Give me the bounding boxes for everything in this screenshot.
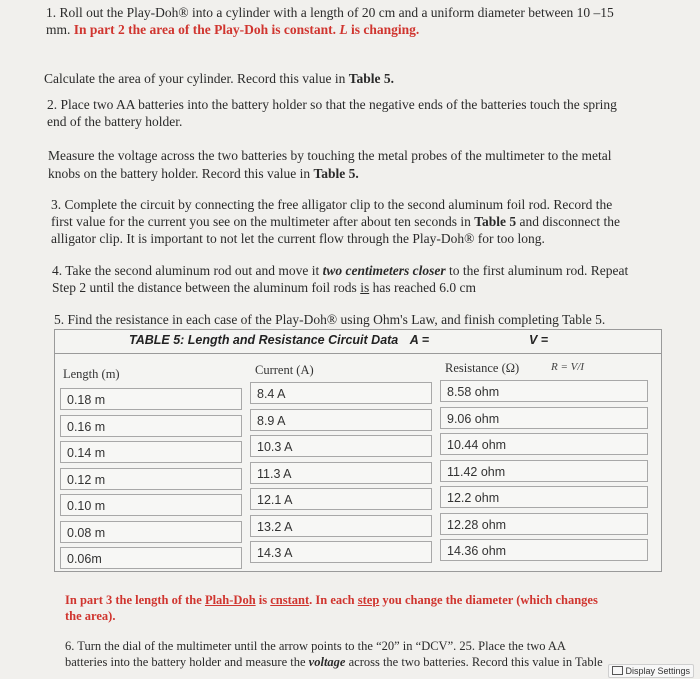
current-cell: 8.9 A [250, 409, 432, 431]
calc-text: Calculate the area of your cylinder. Record this value in [44, 71, 346, 86]
display-icon [612, 666, 623, 675]
resistance-cell: 11.42 ohm [440, 460, 648, 482]
part3-mid: is [258, 593, 268, 607]
step3-ref: Table 5 [474, 214, 517, 229]
length-cell: 0.08 m [60, 521, 242, 543]
current-cell: 8.4 A [250, 382, 432, 404]
resistance-cell: 12.28 ohm [440, 513, 648, 535]
part3-line2: the area). [65, 609, 116, 623]
header-formula: R = V/I [551, 361, 585, 373]
measure2-text: knobs on the battery holder. Record this value in [48, 166, 311, 181]
part3-mid2: . In each [309, 593, 355, 607]
resistance-cell: 12.2 ohm [440, 486, 648, 508]
display-settings-button[interactable] [608, 664, 694, 678]
length-cell: 0.14 m [60, 441, 242, 463]
header-resistance: Resistance (Ω) [445, 361, 520, 375]
step1-mm: mm. [46, 22, 71, 37]
current-cell: 13.2 A [250, 515, 432, 537]
part3-suffix: you change the diameter (which changes [382, 593, 598, 607]
current-cell: 14.3 A [250, 541, 432, 563]
measure-line2 [48, 165, 359, 182]
part3-u1: Plah-Doh [204, 593, 256, 607]
step1-red-L: L [339, 22, 348, 37]
length-cell: 0.18 m [60, 388, 242, 410]
calc-ref: Table 5. [348, 71, 395, 86]
length-cell: 0.12 m [60, 468, 242, 490]
header-length: Length (m) [63, 367, 120, 381]
step4-line2-text: Step 2 until the distance between the aluminum foil rods [52, 280, 357, 295]
part3-u3: step [357, 593, 380, 607]
length-cell: 0.16 m [60, 415, 242, 437]
length-cell: 0.10 m [60, 494, 242, 516]
table-title [129, 333, 549, 347]
calc-area-line [44, 70, 394, 87]
current-cell: 10.3 A [250, 435, 432, 457]
length-cell: 0.06m [60, 547, 242, 569]
current-cell: 12.1 A [250, 488, 432, 510]
step4-line1 [52, 262, 628, 279]
resistance-cell: 8.58 ohm [440, 380, 648, 402]
step2-line2: end of the battery holder. [47, 114, 183, 129]
current-cell: 11.3 A [250, 462, 432, 484]
measure-line1: Measure the voltage across the two batteries by touching the metal probes of the multimeter to the metal [48, 148, 612, 163]
step3-line2-suffix: and disconnect the [519, 214, 620, 229]
step6-suffix: across the two batteries. Record this value in Table [348, 655, 603, 669]
step1-red-suffix: is changing. [351, 22, 420, 37]
table-5 [54, 329, 662, 572]
part3-u2: cnstant [270, 593, 310, 607]
measure2-ref: Table 5. [313, 166, 359, 181]
step3-line2 [51, 213, 620, 230]
table-title-rule [55, 353, 661, 354]
step4-line2 [52, 279, 476, 296]
part3-line1 [65, 592, 598, 609]
step3-line1: 3. Complete the circuit by connecting the free alligator clip to the second aluminum foil rod. Record the [51, 197, 613, 212]
step6-line1: 6. Turn the dial of the multimeter until the arrow points to the “20” in “DCV”. 25. Place the two AA [65, 639, 566, 653]
step4-underlined: is [360, 280, 370, 295]
resistance-cell: 14.36 ohm [440, 539, 648, 561]
step3-line3: alligator clip. It is important to not let the current flow through the Play-Doh® for too long. [51, 231, 545, 246]
voltage-label: V = [529, 333, 549, 347]
step2-line1: 2. Place two AA batteries into the battery holder so that the negative ends of the batteries touch the spring [47, 97, 617, 112]
table-title-text: TABLE 5: Length and Resistance Circuit Data [129, 333, 399, 347]
display-settings-label: Display Settings [625, 666, 690, 676]
step1-line1: 1. Roll out the Play-Doh® into a cylinder with a length of 20 cm and a uniform diameter between 10 –15 [46, 5, 614, 20]
area-label: A = [409, 333, 430, 347]
step6-line2 [65, 654, 603, 671]
step4-text: 4. Take the second aluminum rod out and move it [52, 263, 320, 278]
step4-emph: two centimeters closer [322, 263, 446, 278]
resistance-cell: 9.06 ohm [440, 407, 648, 429]
step5-line: 5. Find the resistance in each case of the Play-Doh® using Ohm's Law, and finish completing Table 5. [54, 312, 606, 327]
step1-line2 [46, 21, 419, 38]
step4-line2-suffix: has reached 6.0 cm [372, 280, 477, 295]
step1-red-note: In part 2 the area of the Play-Doh is constant. [73, 22, 337, 37]
step6-text: batteries into the battery holder and measure the [65, 655, 306, 669]
header-current: Current (A) [255, 363, 314, 377]
part3-text: In part 3 the length of the [65, 593, 202, 607]
step3-line2-text: first value for the current you see on the multimeter after about ten seconds in [51, 214, 471, 229]
step4-suffix: to the first aluminum rod. Repeat [449, 263, 629, 278]
step6-emph: voltage [308, 655, 346, 669]
resistance-cell: 10.44 ohm [440, 433, 648, 455]
